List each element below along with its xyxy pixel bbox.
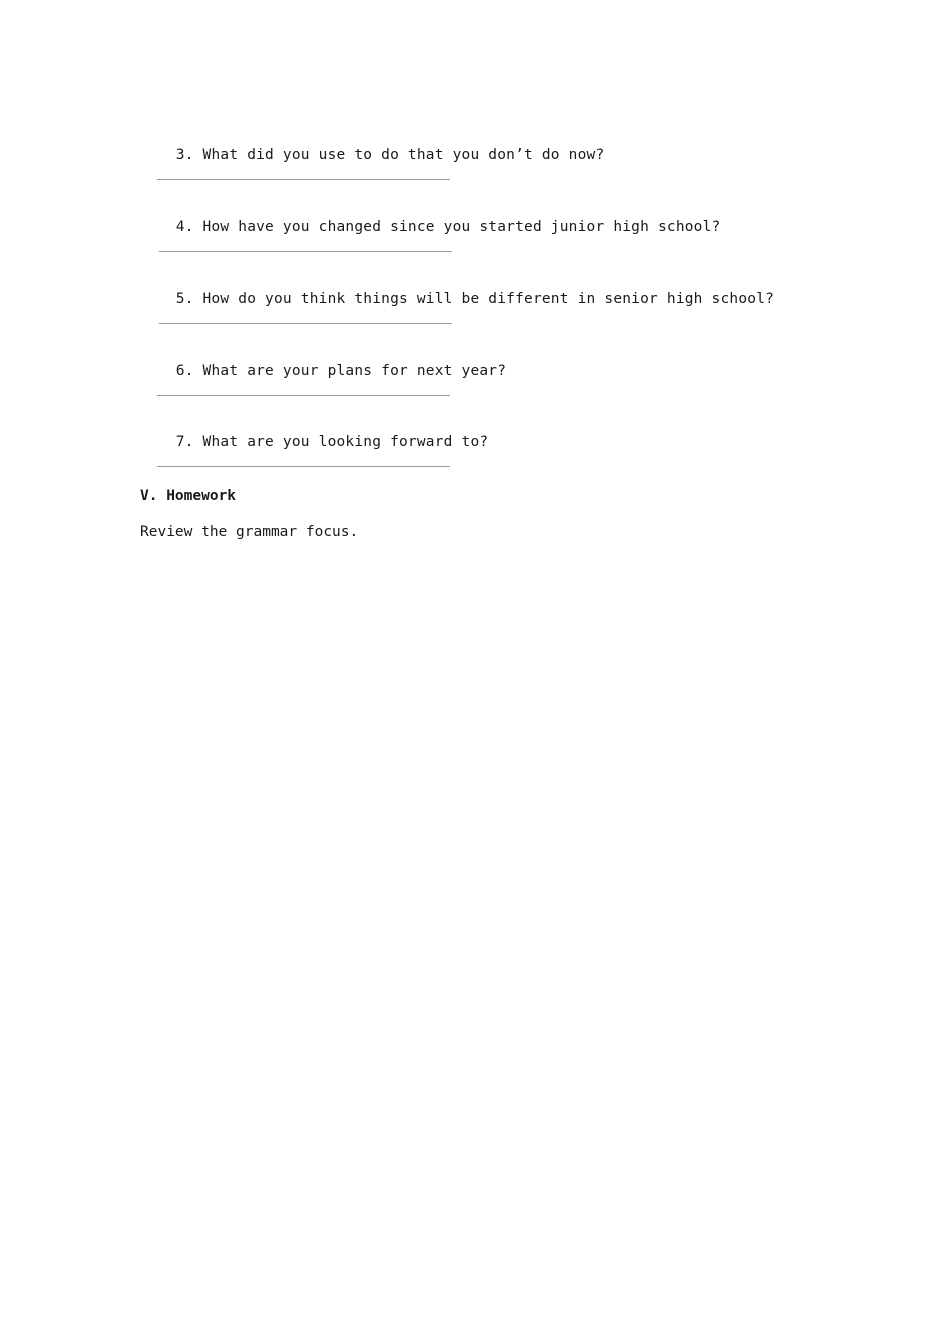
question-text: What are you looking forward to?	[202, 434, 489, 450]
answer-line-5[interactable]	[159, 323, 452, 324]
question-text: How do you think things will be different in senior high school?	[202, 291, 775, 307]
answer-line-6[interactable]	[157, 395, 450, 396]
question-text: How have you changed since you started junior high school?	[202, 219, 721, 235]
answer-line-7[interactable]	[157, 466, 450, 467]
homework-text: Review the grammar focus.	[140, 524, 359, 540]
question-text: What are your plans for next year?	[202, 363, 507, 379]
question-number: 4.	[175, 219, 194, 235]
question-4	[140, 200, 720, 254]
question-number: 6.	[175, 363, 194, 379]
question-7	[140, 415, 488, 469]
question-3	[140, 128, 604, 182]
answer-line-4[interactable]	[159, 251, 452, 252]
question-text: What did you use to do that you don’t do now?	[202, 147, 605, 163]
question-5	[140, 272, 774, 326]
question-number: 7.	[175, 434, 194, 450]
question-number: 3.	[175, 147, 194, 163]
question-number: 5.	[175, 291, 194, 307]
homework-heading: V. Homework	[140, 488, 237, 504]
answer-line-3[interactable]	[157, 179, 450, 180]
question-6	[140, 344, 506, 398]
